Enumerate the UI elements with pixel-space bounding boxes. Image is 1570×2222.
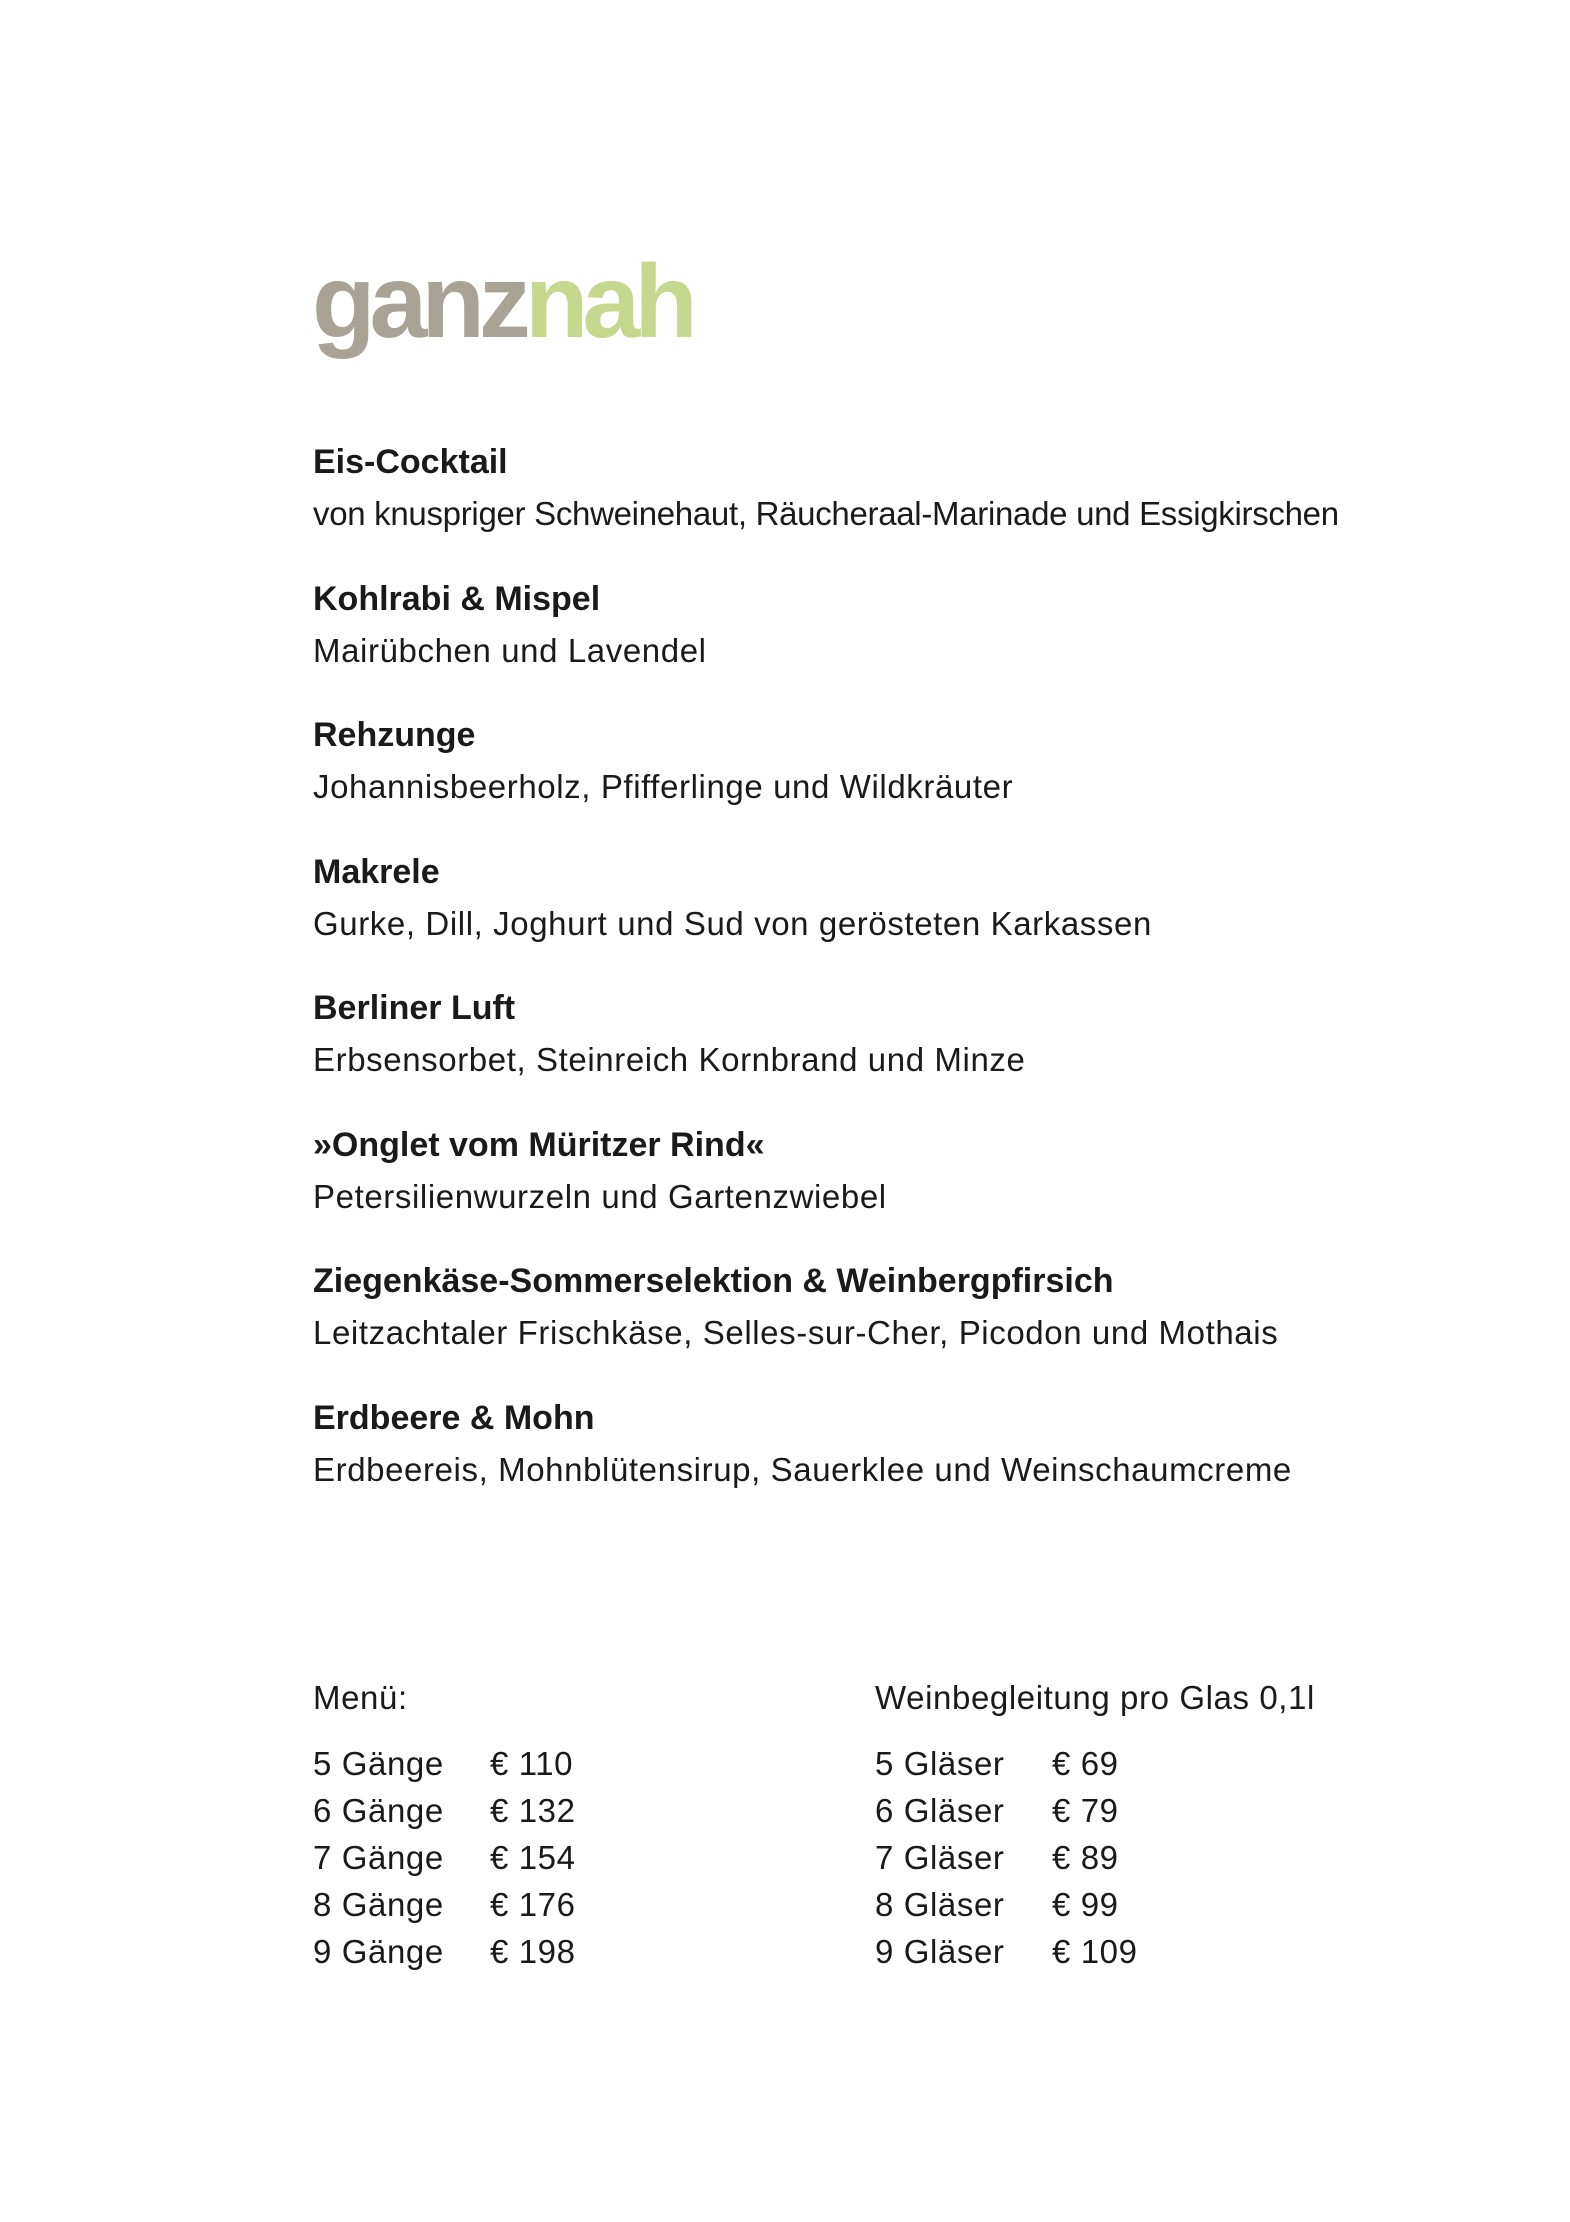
wine-price-amount: € 109: [1052, 1933, 1138, 1970]
wine-price-amount: € 89: [1052, 1839, 1119, 1876]
course-description: Petersilienwurzeln und Gartenzwiebel: [313, 1177, 887, 1215]
menu-price-row: [313, 1787, 576, 1834]
logo-text-ganz: ganz: [312, 244, 525, 360]
course-count-label: 7 Gänge: [313, 1839, 444, 1876]
menu-price-row: [313, 1928, 576, 1975]
course-item: [313, 436, 1463, 573]
wine-price-row: [875, 1881, 1315, 1928]
course-description: Erdbeereis, Mohnblütensirup, Sauerklee und Weinschaumcreme: [313, 1450, 1292, 1488]
menu-price-amount: € 132: [490, 1792, 576, 1829]
course-description: von knuspriger Schweinehaut, Räucheraal-Marinade und Essigkirschen: [313, 495, 1339, 532]
menu-price-amount: € 110: [490, 1745, 574, 1782]
wine-price-heading: Weinbegleitung pro Glas 0,1l: [875, 1679, 1315, 1716]
course-count-label: 6 Gänge: [313, 1792, 444, 1829]
menu-price-heading: Menü:: [313, 1679, 408, 1716]
glass-count-label: 5 Gläser: [875, 1745, 1005, 1782]
wine-price-row: [875, 1834, 1315, 1881]
wine-price-row: [875, 1928, 1315, 1975]
course-item: [313, 846, 1463, 983]
course-item: [313, 982, 1463, 1119]
course-item: [313, 709, 1463, 846]
logo: [312, 244, 692, 360]
course-title: Makrele: [313, 852, 440, 891]
course-description: Gurke, Dill, Joghurt und Sud von gerösteten Karkassen: [313, 904, 1152, 942]
logo-text-nah: nah: [524, 244, 692, 360]
glass-count-label: 7 Gläser: [875, 1839, 1005, 1876]
menu-price-amount: € 176: [490, 1886, 576, 1923]
course-list: [313, 436, 1463, 1528]
menu-price-row: [313, 1881, 576, 1928]
course-title: Ziegenkäse-Sommerselektion & Weinbergpfirsich: [313, 1262, 1114, 1300]
glass-count-label: 9 Gläser: [875, 1933, 1005, 1970]
course-description: Mairübchen und Lavendel: [313, 631, 707, 669]
course-title: Berliner Luft: [313, 989, 516, 1027]
course-title: Eis-Cocktail: [313, 443, 508, 481]
course-description: Erbsensorbet, Steinreich Kornbrand und Minze: [313, 1041, 1026, 1078]
course-title: Rehzunge: [313, 716, 476, 754]
menu-price-amount: € 154: [490, 1839, 576, 1876]
course-count-label: 9 Gänge: [313, 1933, 444, 1970]
wine-price-list: [875, 1672, 1315, 1975]
course-title: »Onglet vom Müritzer Rind«: [313, 1125, 765, 1164]
course-count-label: 8 Gänge: [313, 1886, 444, 1923]
course-item: [313, 573, 1463, 710]
glass-count-label: 6 Gläser: [875, 1792, 1005, 1829]
wine-price-row: [875, 1787, 1315, 1834]
course-title: Erdbeere & Mohn: [313, 1398, 595, 1437]
glass-count-label: 8 Gläser: [875, 1886, 1005, 1923]
menu-price-amount: € 198: [490, 1933, 576, 1970]
course-count-label: 5 Gänge: [313, 1745, 444, 1782]
wine-price-row: [875, 1740, 1315, 1787]
course-description: Johannisbeerholz, Pfifferlinge und Wildkräuter: [313, 768, 1014, 805]
menu-price-row: [313, 1834, 576, 1881]
course-item: [313, 1255, 1463, 1392]
course-item: [313, 1119, 1463, 1256]
wine-price-amount: € 99: [1052, 1886, 1119, 1923]
menu-price-list: [313, 1672, 576, 1975]
menu-price-row: [313, 1740, 576, 1787]
wine-price-amount: € 69: [1052, 1745, 1119, 1782]
course-item: [313, 1392, 1463, 1529]
wine-price-amount: € 79: [1052, 1792, 1119, 1829]
course-title: Kohlrabi & Mispel: [313, 579, 601, 618]
course-description: Leitzachtaler Frischkäse, Selles-sur-Cher, Picodon und Mothais: [313, 1314, 1279, 1351]
